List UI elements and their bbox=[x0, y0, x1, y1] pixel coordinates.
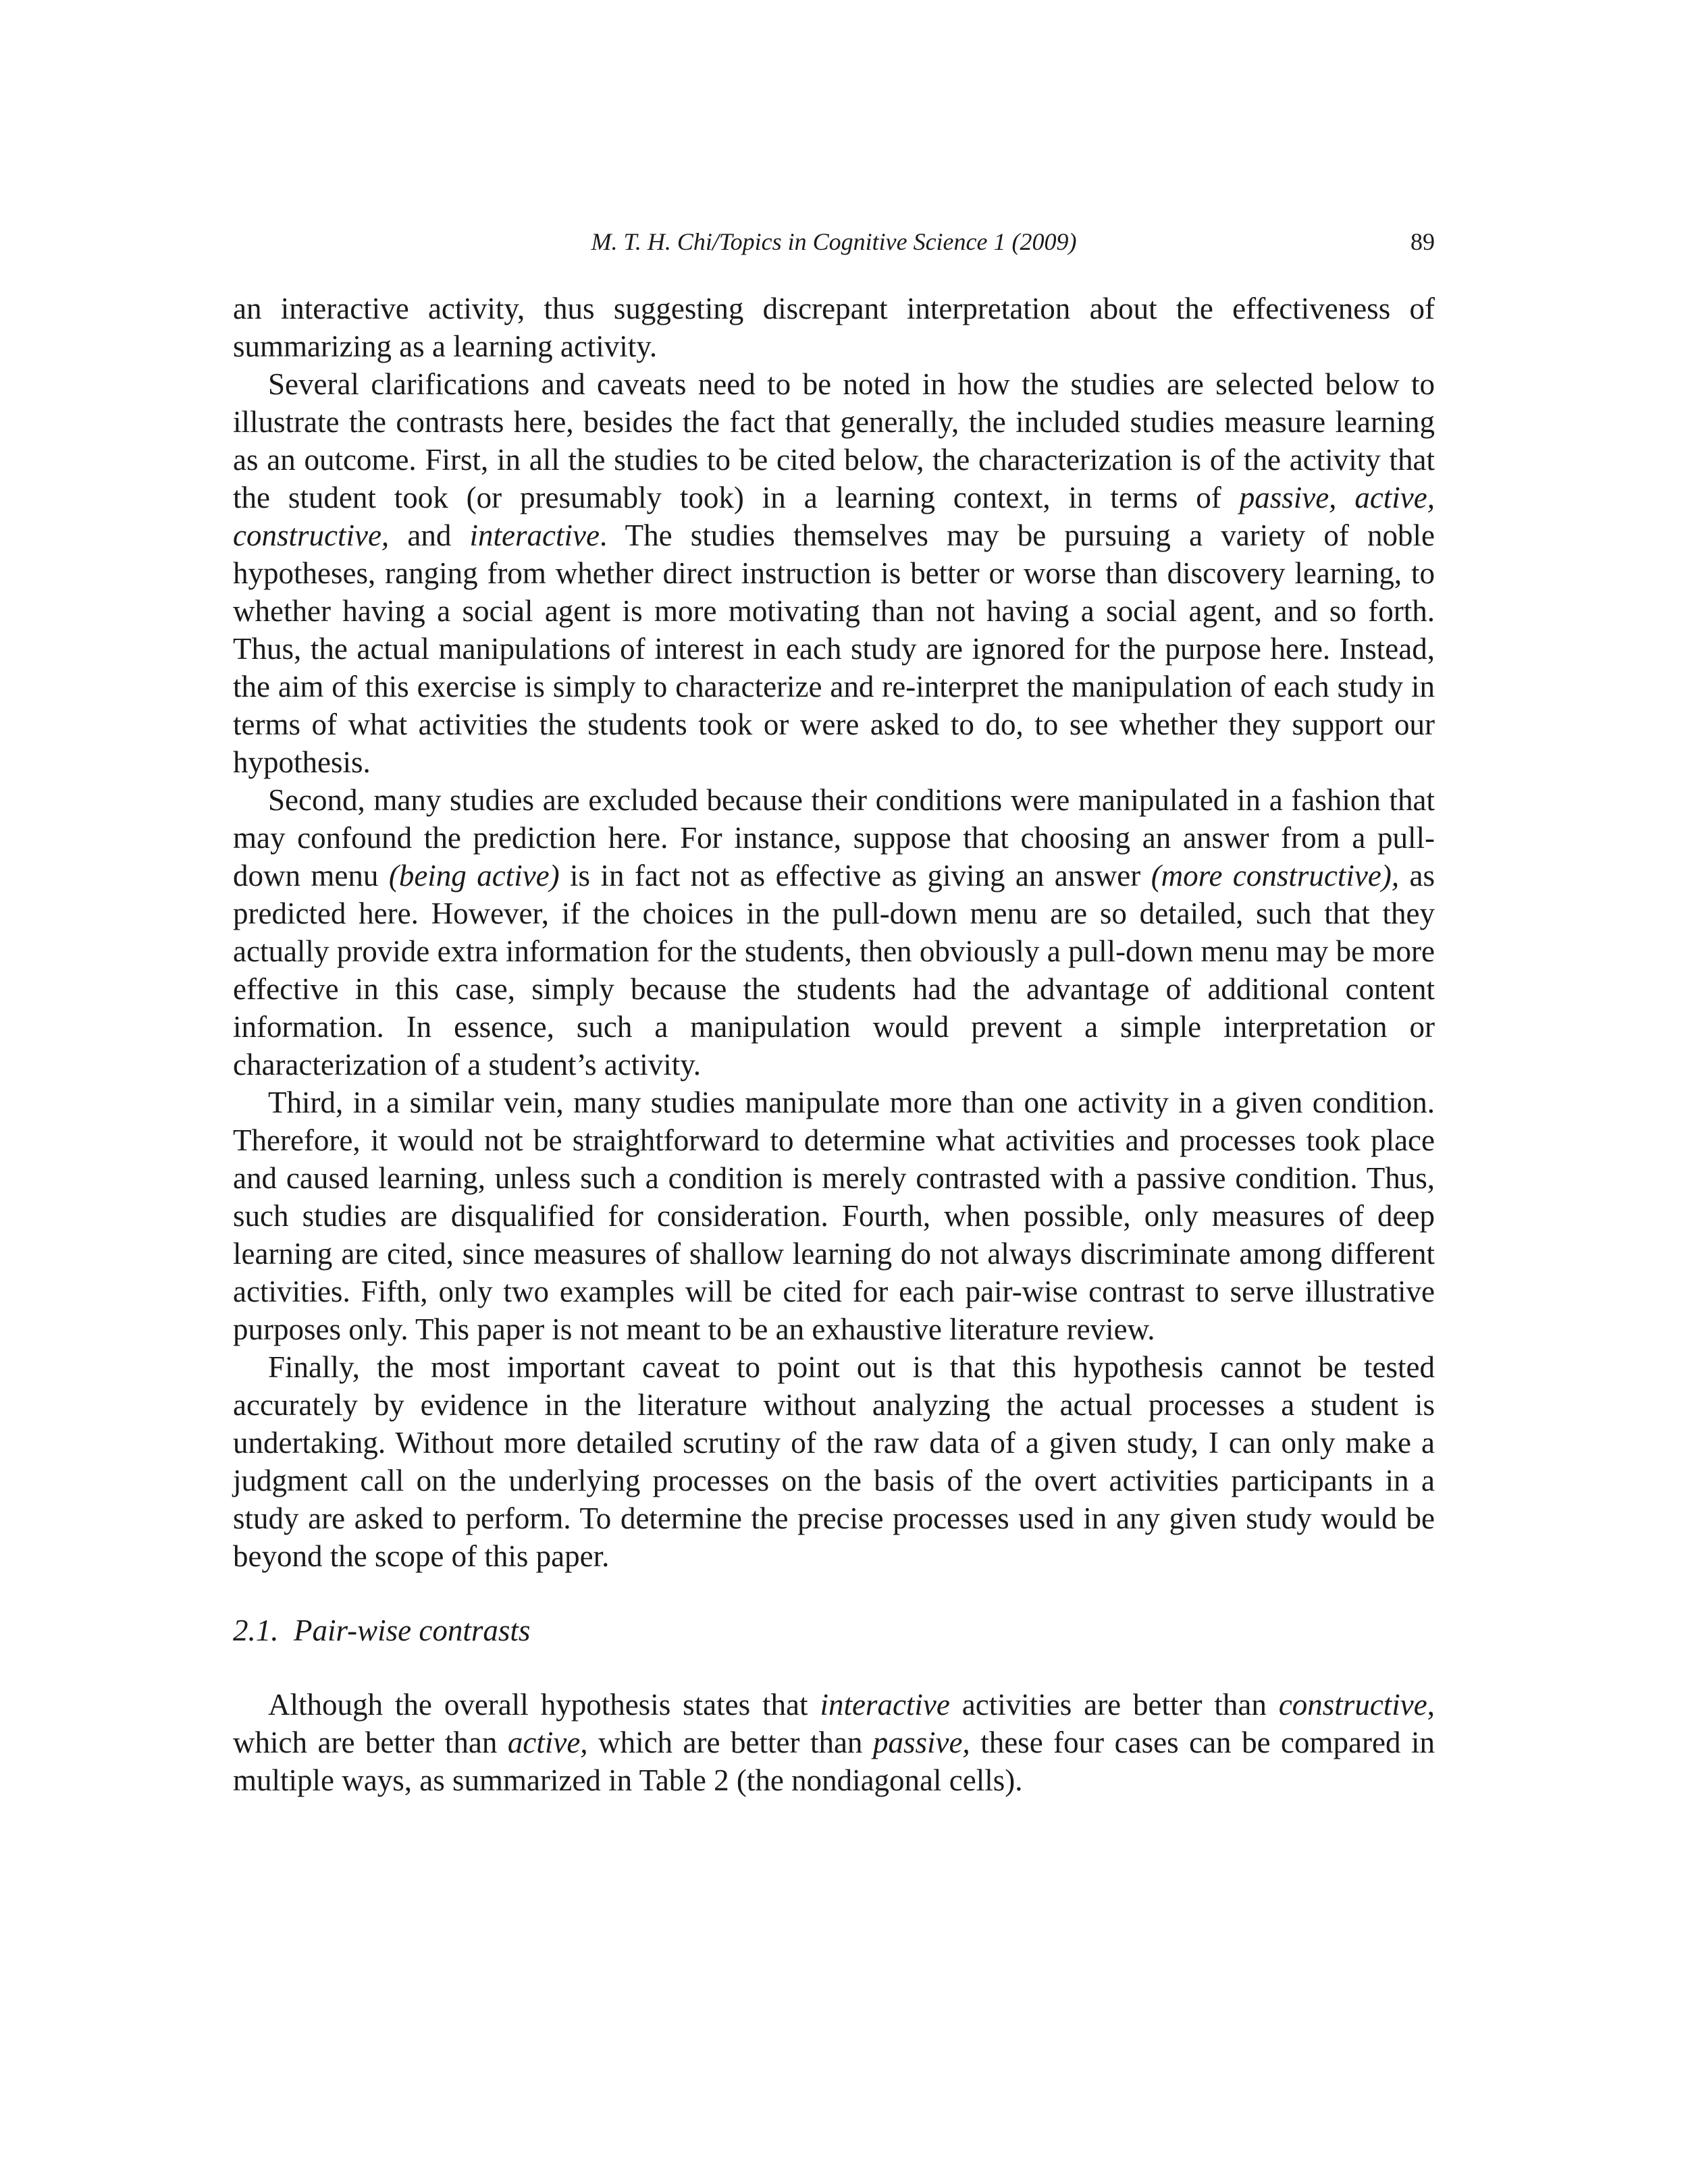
paragraph-continuation: an interactive activity, thus suggesting discrepant interpretation about the effectiveness of summarizing as a learning activity. bbox=[233, 292, 1435, 363]
emphasis-run: active, bbox=[507, 1726, 588, 1759]
text-run: as predicted here. However, if the choices in the pull-down menu are so detailed, such that they actually provide extra information for the students, then obviously a pull-down menu may be more effective in this case, simply because the students had the advantage of additional content information. In essence, such a manipulation would prevent a simple interpretation or characterization of a student’s activity. bbox=[233, 859, 1435, 1082]
emphasis-run: interactive bbox=[469, 518, 600, 552]
paragraph-third: Third, in a similar vein, many studies manipulate more than one activity in a given condition. Therefore, it would not be straightforward to determine what activities and processes took place and caused learning, unless such a condition is merely contrasted with a passive condition. Thus, such studies are disqualified for consideration. Fourth, when possible, only measures of deep learning are cited, since measures of shallow learning do not always discriminate among different activities. Fifth, only two examples will be cited for each pair-wise contrast to serve illustrative purposes only. This paper is not meant to be an exhaustive literature review. bbox=[233, 1086, 1435, 1346]
text-run: which are better than bbox=[587, 1726, 873, 1759]
paragraph-finally: Finally, the most important caveat to point out is that this hypothesis cannot be tested accurately by evidence in the literature without analyzing the actual processes a student is undertaking. Without more detailed scrutiny of the raw data of a given study, I can only make a judgment call on the underlying processes on the basis of the overt activities participants in a study are asked to perform. To determine the precise processes used in any given study would be beyond the scope of this paper. bbox=[233, 1350, 1435, 1573]
section-heading: 2.1. Pair-wise contrasts bbox=[233, 1614, 531, 1647]
page-header bbox=[233, 223, 1435, 261]
page-number: 89 bbox=[1410, 228, 1435, 255]
text-run: activities are better than bbox=[949, 1688, 1279, 1722]
emphasis-run: (more constructive), bbox=[1151, 859, 1400, 893]
paragraph-clarifications bbox=[233, 365, 1435, 781]
paragraph-second bbox=[233, 781, 1435, 1084]
paragraph-pairwise bbox=[233, 1686, 1435, 1799]
text-run: these four cases can be compared in multiple ways, as summarized in Table 2 (the nondiagonal cells). bbox=[233, 1726, 1435, 1797]
emphasis-run: interactive bbox=[820, 1688, 950, 1722]
text-run: Second, many studies are excluded because their conditions were manipulated in a fashion that may confound the prediction here. For instance, suppose that choosing an answer from a pull-down menu bbox=[233, 783, 1435, 893]
emphasis-run: passive, bbox=[872, 1726, 970, 1759]
text-run: . The studies themselves may be pursuing a variety of noble hypotheses, ranging from whether direct instruction is better or worse than discovery learning, to whether having a social agent is more motivating than not having a social agent, and so forth. Thus, the actual manipulations of interest in each study are ignored for the purpose here. Instead, the aim of this exercise is simply to characterize and re-interpret the manipulation of each study in terms of what activities the students took or were asked to do, to see whether they support our hypothesis. bbox=[233, 518, 1435, 779]
text-run: , which are better than bbox=[233, 1688, 1435, 1759]
emphasis-run: (being active) bbox=[388, 859, 560, 893]
text-run: is in fact not as effective as giving an answer bbox=[559, 859, 1151, 893]
emphasis-run: passive, active, constructive, bbox=[233, 481, 1435, 552]
emphasis-run: constructive bbox=[1278, 1688, 1427, 1722]
running-head: M. T. H. Chi/Topics in Cognitive Science 1 (2009) bbox=[591, 228, 1077, 255]
text-run: and bbox=[389, 518, 470, 552]
body-text bbox=[233, 290, 1435, 1799]
text-run: Although the overall hypothesis states that bbox=[268, 1688, 820, 1722]
text-run: Several clarifications and caveats need to be noted in how the studies are selected below to illustrate the contrasts here, besides the fact that generally, the included studies measure learning as an outcome. First, in all the studies to be cited below, the characterization is of the activity that the student took (or presumably took) in a learning context, in terms of bbox=[233, 367, 1435, 514]
